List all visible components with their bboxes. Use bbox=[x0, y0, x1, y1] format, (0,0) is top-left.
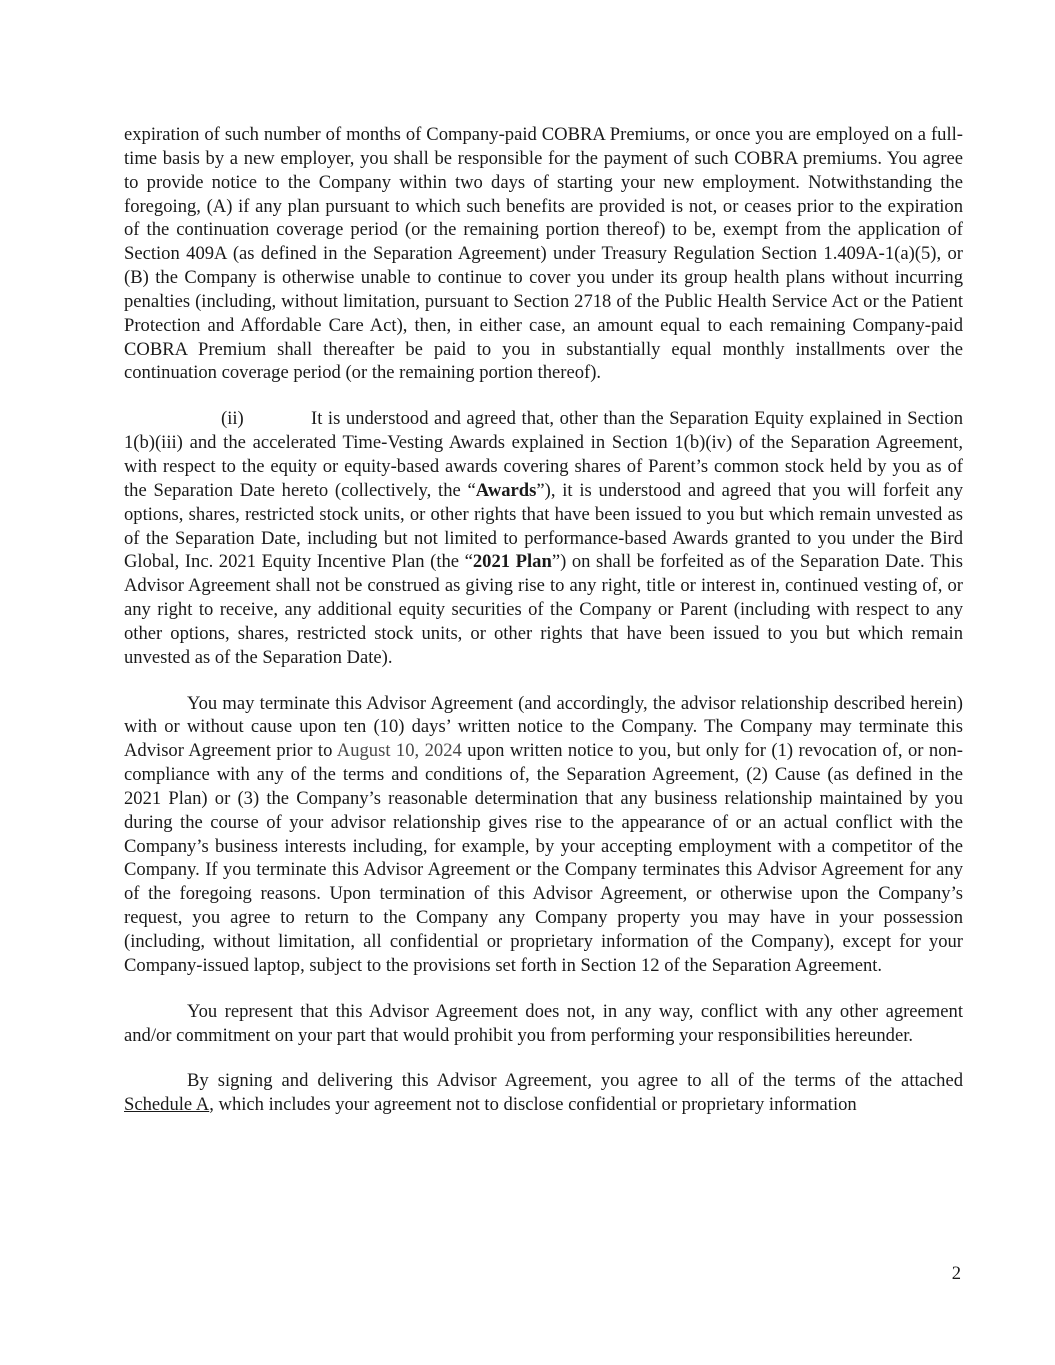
paragraph-2-part-1: It is understood and agreed that, other than the Separation Equity explained in Section 1(b)(iii) and the accelerated Time-Vesting Awards explained in Section 1(b)(iv) of the Separation Agreement, with respect to the equity or equity-based awards covering shares of Parent’s common stock held by you as of the Separation Date hereto (collectively, the “ bbox=[124, 408, 963, 501]
paragraph-5-part-1: By signing and delivering this Advisor Agreement, you agree to all of the terms of the attached bbox=[187, 1070, 963, 1092]
termination-date: August 10, 2024 bbox=[336, 740, 462, 762]
paragraph-termination bbox=[124, 692, 963, 978]
paragraph-2-part-3: ”) on shall be forfeited as of the Separation Date. This Advisor Agreement shall not be construed as giving rise to any right, title or interest in, continued vesting of, or any right to receive, any additional equity securities of the Company or Parent (including with respect to any other options, shares, restricted stock units, or other rights that have been issued to you but which remain unvested as of the Separation Date). bbox=[124, 551, 964, 668]
paragraph-awards-forfeiture bbox=[124, 407, 963, 669]
paragraph-4-text: You represent that this Advisor Agreement does not, in any way, conflict with any other agreement and/or commitment on your part that would prohibit you from performing your responsibilities hereunder. bbox=[124, 1000, 963, 1046]
section-number-ii: (ii) bbox=[221, 408, 244, 430]
defined-term-awards: Awards bbox=[475, 479, 537, 501]
schedule-a-reference: Schedule A bbox=[124, 1094, 210, 1116]
document-body bbox=[124, 123, 963, 1117]
paragraph-3-part-1: You may terminate this Advisor Agreement (and accordingly, the advisor relationship described herein) with or without cause upon ten (10) days’ written notice to the Company. The Company may terminate this Advisor Agreement prior to bbox=[124, 692, 963, 762]
defined-term-2021-plan: 2021 Plan bbox=[472, 551, 552, 573]
paragraph-cobra-premiums bbox=[124, 123, 963, 385]
paragraph-3-part-2: upon written notice to you, but only for (1) revocation of, or non-compliance with any of the terms and conditions of, the Separation Agreement, (2) Cause (as defined in the 2021 Plan) or (3) the Company’s reasonable determination that any business relationship maintained by you during the course of your advisor relationship gives rise to the appearance of or an actual conflict with the Company’s business interests including, for example, by your accepting employment with a competitor of the Company. If you terminate this Advisor Agreement or the Company terminates this Advisor Agreement for any of the foregoing reasons. Upon termination of this Advisor Agreement, or otherwise upon the Company’s request, you agree to return to the Company any Company property you may have in your possession (including, without limitation, all confidential or proprietary information of the Company), except for your Company-issued laptop, subject to the provisions set forth in Section 12 of the Separation Agreement. bbox=[124, 740, 963, 976]
paragraph-2-part-2: ”), it is understood and agreed that you will forfeit any options, shares, restricted stock units, or other rights that have been issued to you but which remain unvested as of the Separation Date, including but not limited to performance-based Awards granted to you under the Bird Global, Inc. 2021 Equity Incentive Plan (the “ bbox=[124, 479, 963, 573]
page-number: 2 bbox=[951, 1263, 961, 1284]
paragraph-no-conflict bbox=[124, 1000, 963, 1048]
paragraph-schedule-a bbox=[124, 1069, 963, 1117]
paragraph-1-text: expiration of such number of months of Company-paid COBRA Premiums, or once you are employed on a full-time basis by a new employer, you shall be responsible for the payment of such COBRA premiums. You agree to provide notice to the Company within two days of starting your new employment. Notwithstanding the foregoing, (A) if any plan pursuant to which such benefits are provided is not, or ceases prior to the expiration of the continuation coverage period (or the remaining portion thereof) to be, exempt from the application of Section 409A (as defined in the Separation Agreement) under Treasury Regulation Section 1.409A-1(a)(5), or (B) the Company is otherwise unable to continue to cover you under its group health plans without incurring penalties (including, without limitation, pursuant to Section 2718 of the Public Health Service Act or the Patient Protection and Affordable Care Act), then, in either case, an amount equal to each remaining Company-paid COBRA Premium shall thereafter be paid to you in substantially equal monthly installments over the continuation coverage period (or the remaining portion thereof). bbox=[124, 124, 963, 384]
paragraph-5-part-2: , which includes your agreement not to disclose confidential or proprietary information bbox=[209, 1094, 857, 1116]
